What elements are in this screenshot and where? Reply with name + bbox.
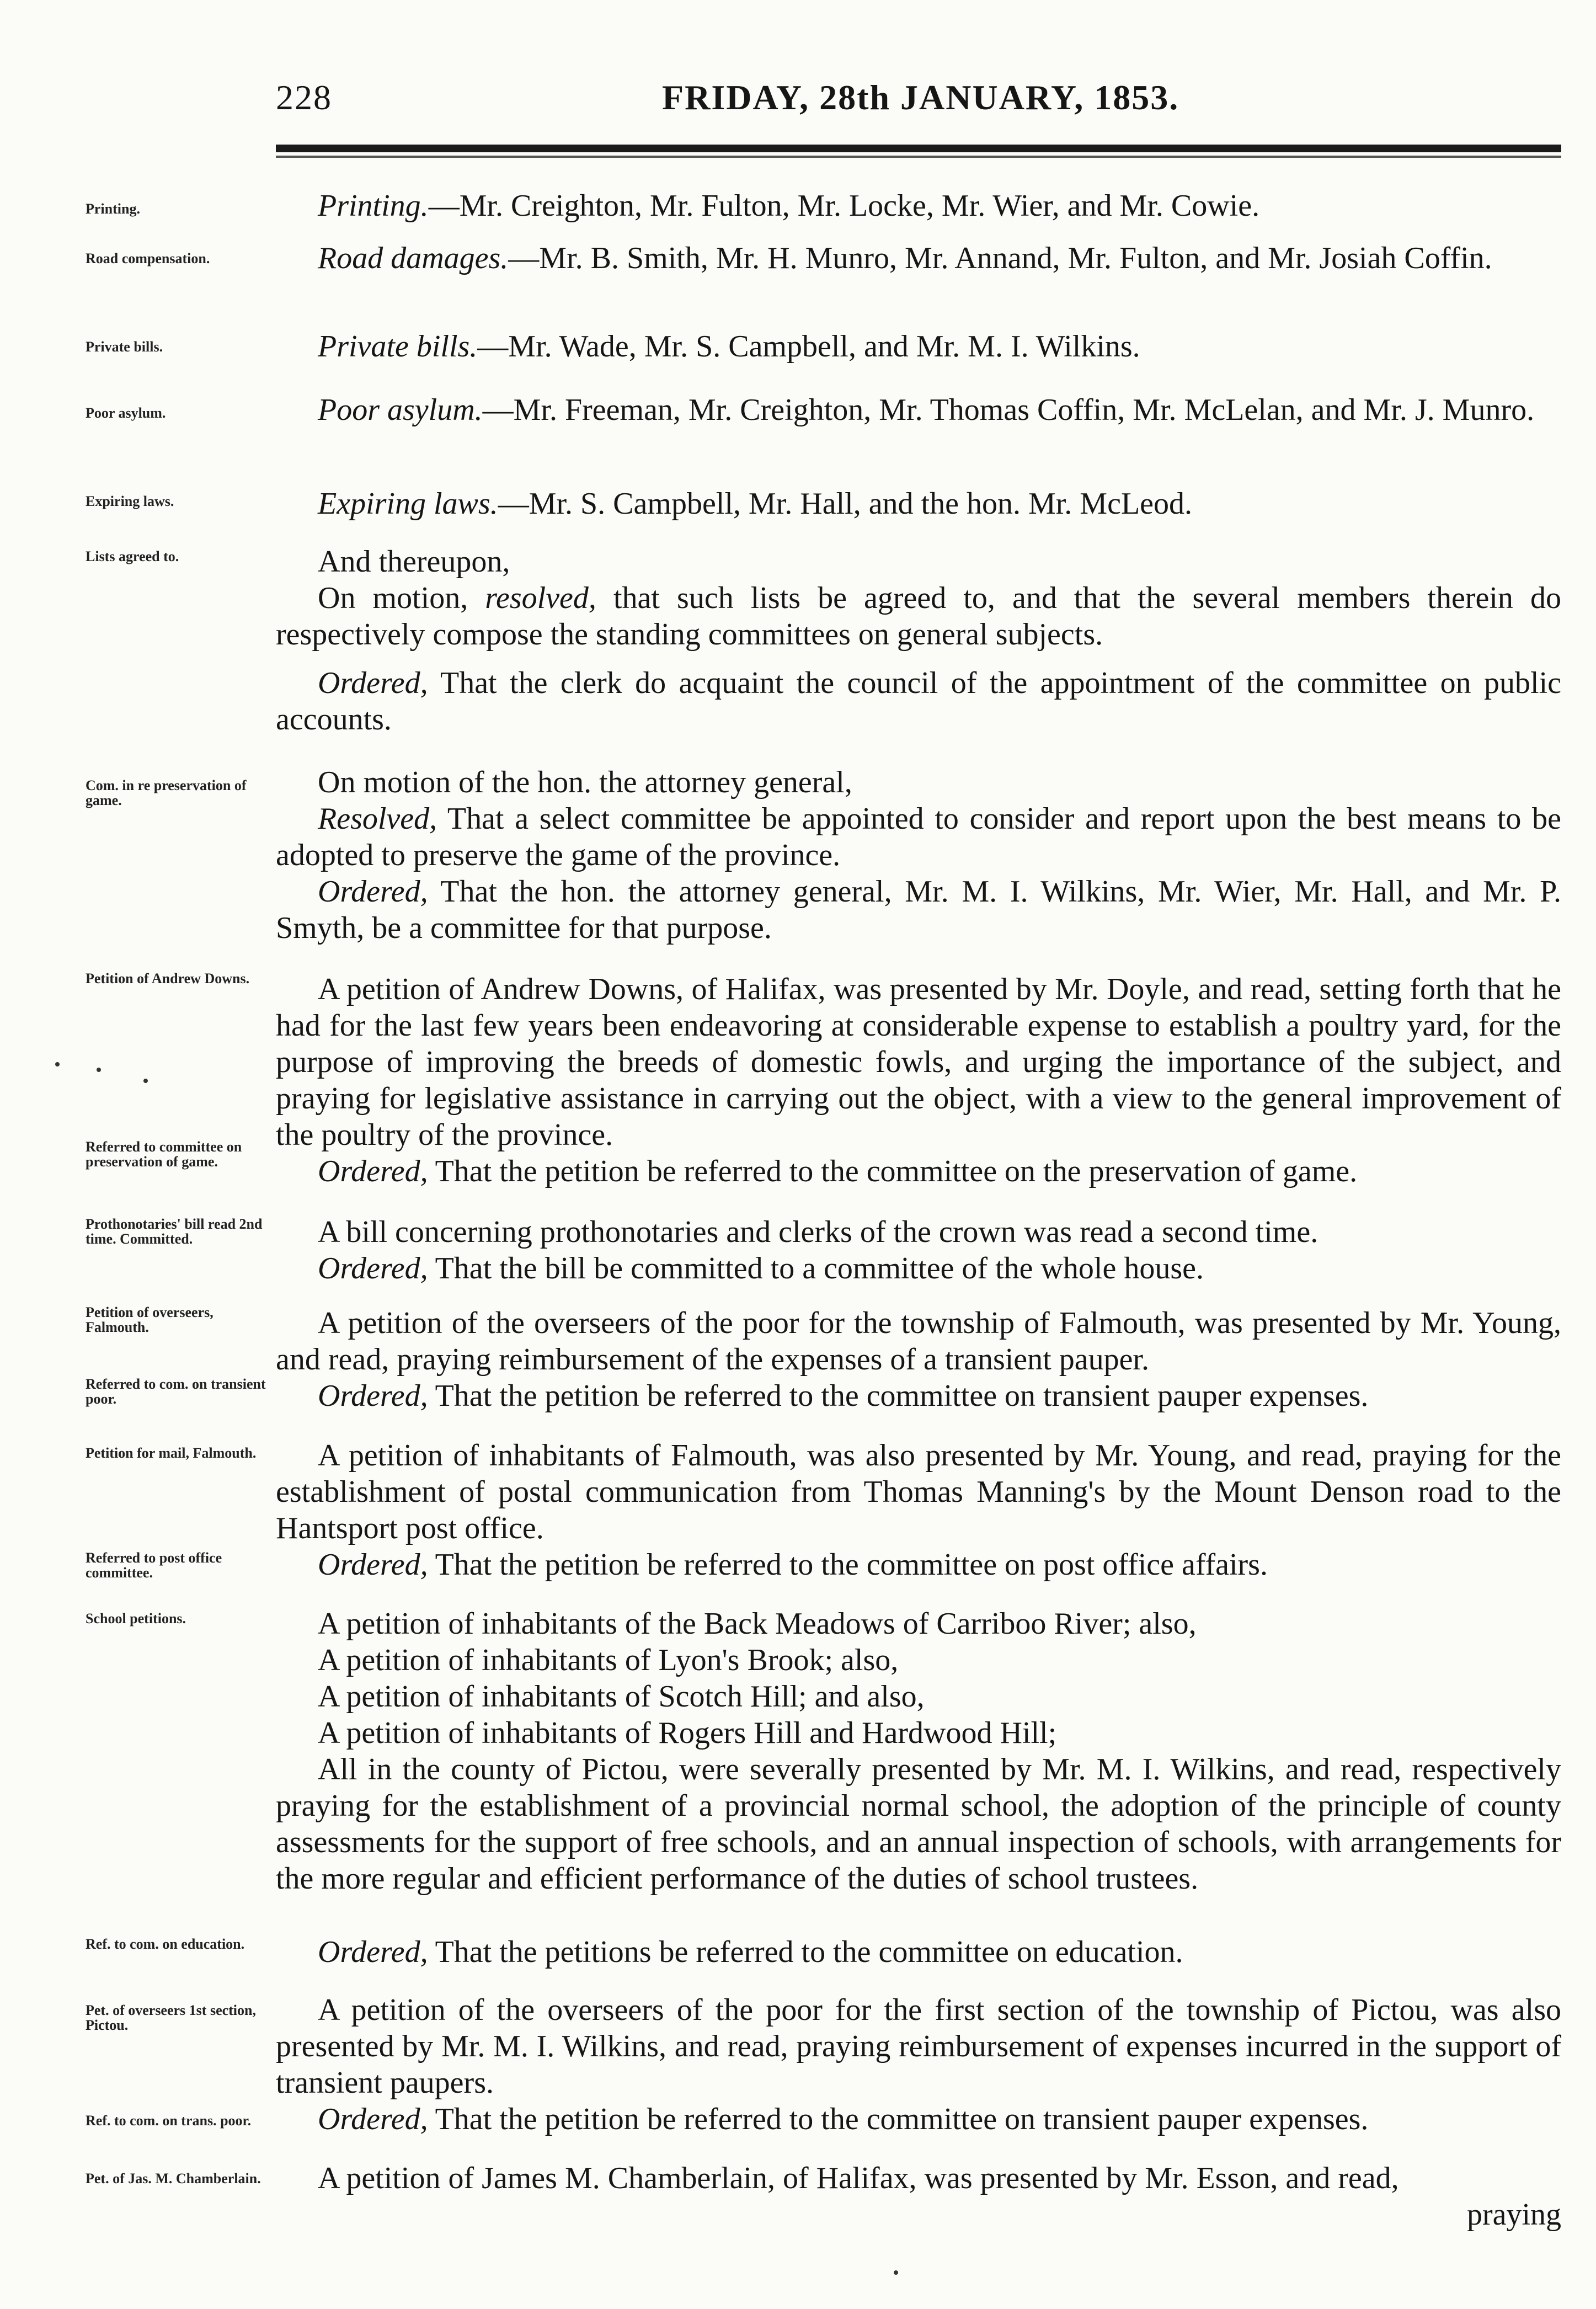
- header-rule-thin: [276, 156, 1561, 158]
- margin-note: Referred to post office committee.: [86, 1550, 222, 1581]
- margin-note: Pet. of Jas. M. Chamberlain.: [86, 2171, 261, 2187]
- paragraph: [276, 1153, 1561, 1190]
- page-number: 228: [276, 78, 332, 117]
- paragraph: [276, 1378, 1561, 1414]
- paragraph: [276, 580, 1561, 653]
- header-rule-thick: [276, 145, 1561, 152]
- paragraph: On motion of the hon. the attorney general,: [318, 765, 852, 799]
- text-run: that such lists be agreed to, and that the several members therein do respectively compose the standing committees on general subjects.: [276, 581, 1561, 652]
- margin-note: Pet. of overseers 1st section, Pictou.: [86, 2002, 256, 2033]
- margin-note: Expiring laws.: [86, 493, 174, 509]
- paragraph: [276, 665, 1561, 738]
- paragraph: A petition of inhabitants of the Back Meadows of Carriboo River; also,: [318, 1607, 1197, 1641]
- committee-name: Poor asylum.: [318, 393, 483, 427]
- paragraph: [276, 1934, 1561, 1970]
- ink-speck: [97, 1068, 101, 1072]
- committee-road: [276, 240, 1561, 276]
- margin-note: Ref. to com. on trans. poor.: [86, 2113, 252, 2129]
- ink-speck: [894, 2270, 898, 2275]
- committee-printing: [276, 188, 1561, 224]
- committee-poor-asylum: [276, 392, 1561, 428]
- italic-word: Ordered,: [318, 2102, 428, 2136]
- text-run: That the hon. the attorney general, Mr. M. I. Wilkins, Mr. Wier, Mr. Hall, and Mr. P. Smyth, be a committee for that purpose.: [276, 874, 1561, 945]
- margin-note: Poor asylum.: [86, 405, 166, 421]
- paragraph: All in the county of Pictou, were severally presented by Mr. M. I. Wilkins, and read, respectively praying for the establishment of a provincial normal school, the adoption of the principle of county assessments for the support of free schools, and an annual inspection of schools, with arrangements for the more regular and efficient performance of the duties of school trustees.: [276, 1752, 1561, 1896]
- paragraph: [276, 1547, 1561, 1583]
- paragraph: [276, 801, 1561, 873]
- paragraph: [276, 2101, 1561, 2137]
- text-run: That the petitions be referred to the committee on education.: [428, 1935, 1183, 1969]
- page-date-heading: FRIDAY, 28th JANUARY, 1853.: [662, 78, 1179, 117]
- margin-note: Lists agreed to.: [86, 548, 179, 564]
- text-run: That the petition be referred to the committee on transient pauper expenses.: [428, 2102, 1369, 2136]
- margin-note: Com. in re preservation of game.: [86, 777, 247, 808]
- catchword: praying: [1466, 2198, 1561, 2232]
- margin-note: Referred to committee on preservation of game.: [86, 1139, 242, 1170]
- italic-word: Ordered,: [318, 1935, 428, 1969]
- italic-word: resolved,: [485, 581, 596, 615]
- committee-name: Printing.: [318, 189, 429, 223]
- committee-members: —Mr. Freeman, Mr. Creighton, Mr. Thomas Coffin, Mr. McLelan, and Mr. J. Munro.: [482, 393, 1535, 427]
- committee-members: —Mr. B. Smith, Mr. H. Munro, Mr. Annand, Mr. Fulton, and Mr. Josiah Coffin.: [508, 241, 1492, 275]
- paragraph: A petition of inhabitants of Scotch Hill; and also,: [318, 1679, 925, 1714]
- italic-word: Ordered,: [318, 1251, 428, 1286]
- committee-private-bills: [276, 328, 1561, 365]
- ink-speck: [143, 1079, 148, 1083]
- committee-name: Private bills.: [318, 329, 478, 364]
- italic-word: Resolved,: [318, 802, 437, 836]
- committee-name: Expiring laws.: [318, 487, 498, 521]
- paragraph: A petition of inhabitants of Falmouth, was also presented by Mr. Young, and read, praying for the establishment of postal communication from Thomas Manning's by the Mount Denson road to the Hantsport post office.: [276, 1438, 1561, 1545]
- margin-note: Petition for mail, Falmouth.: [86, 1445, 257, 1461]
- margin-note: Private bills.: [86, 339, 163, 355]
- committee-name: Road damages.: [318, 241, 509, 275]
- margin-note: Prothonotaries' bill read 2nd time. Committed.: [86, 1216, 263, 1247]
- text-run: That the petition be referred to the committee on post office affairs.: [428, 1548, 1268, 1582]
- paragraph: A petition of inhabitants of Lyon's Brook; also,: [318, 1643, 899, 1677]
- italic-word: Ordered,: [318, 666, 428, 700]
- italic-word: Ordered,: [318, 1154, 428, 1188]
- margin-note: Petition of Andrew Downs.: [86, 970, 250, 986]
- paragraph: A petition of the overseers of the poor for the township of Falmouth, was presented by Mr. Young, and read, praying reimbursement of the expenses of a transient pauper.: [276, 1306, 1561, 1377]
- ink-speck: [55, 1062, 60, 1066]
- paragraph: A petition of the overseers of the poor for the first section of the township of Pictou, was also presented by Mr. M. I. Wilkins, and read, praying reimbursement of expenses incurred in the support of transient paupers.: [276, 1993, 1561, 2100]
- text-run: That the petition be referred to the committee on transient pauper expenses.: [428, 1379, 1369, 1413]
- margin-note: School petitions.: [86, 1611, 186, 1627]
- paragraph: A petition of inhabitants of Rogers Hill and Hardwood Hill;: [318, 1716, 1057, 1750]
- text-run: That a select committee be appointed to consider and report upon the best means to be adopted to preserve the game of the province.: [276, 802, 1561, 872]
- paragraph: A petition of Andrew Downs, of Halifax, was presented by Mr. Doyle, and read, setting forth that he had for the last few years been endeavoring at considerable expense to establish a poultry yard, for the purpose of improving the breeds of domestic fowls, and urging the importance of the subject, and praying for legislative assistance in carrying out the object, with a view to the general improvement of the poultry of the province.: [276, 972, 1561, 1152]
- page-header: [276, 77, 1561, 127]
- paragraph: [276, 873, 1561, 946]
- paragraph: [276, 1250, 1561, 1287]
- committee-members: —Mr. S. Campbell, Mr. Hall, and the hon. Mr. McLeod.: [498, 487, 1193, 521]
- text-run: That the bill be committed to a committee of the whole house.: [428, 1251, 1204, 1286]
- committee-members: —Mr. Creighton, Mr. Fulton, Mr. Locke, Mr. Wier, and Mr. Cowie.: [428, 189, 1260, 223]
- margin-note: Road compensation.: [86, 250, 210, 266]
- italic-word: Ordered,: [318, 1548, 428, 1582]
- paragraph: A petition of James M. Chamberlain, of Halifax, was presented by Mr. Esson, and read,: [318, 2161, 1399, 2195]
- margin-note: Referred to com. on transient poor.: [86, 1376, 266, 1407]
- paragraph: And thereupon,: [318, 545, 510, 579]
- paragraph: A bill concerning prothonotaries and clerks of the crown was read a second time.: [318, 1215, 1319, 1249]
- committee-members: —Mr. Wade, Mr. S. Campbell, and Mr. M. I. Wilkins.: [477, 329, 1140, 364]
- committee-expiring-laws: [276, 486, 1561, 522]
- margin-note: Printing.: [86, 201, 140, 217]
- text-run: That the clerk do acquaint the council of the appointment of the committee on public accounts.: [276, 666, 1561, 737]
- italic-word: Ordered,: [318, 874, 428, 909]
- italic-word: Ordered,: [318, 1379, 428, 1413]
- text-run: On motion,: [318, 581, 485, 615]
- text-run: That the petition be referred to the committee on the preservation of game.: [428, 1154, 1358, 1188]
- margin-note: Petition of overseers, Falmouth.: [86, 1304, 213, 1335]
- margin-note: Ref. to com. on education.: [86, 1936, 245, 1952]
